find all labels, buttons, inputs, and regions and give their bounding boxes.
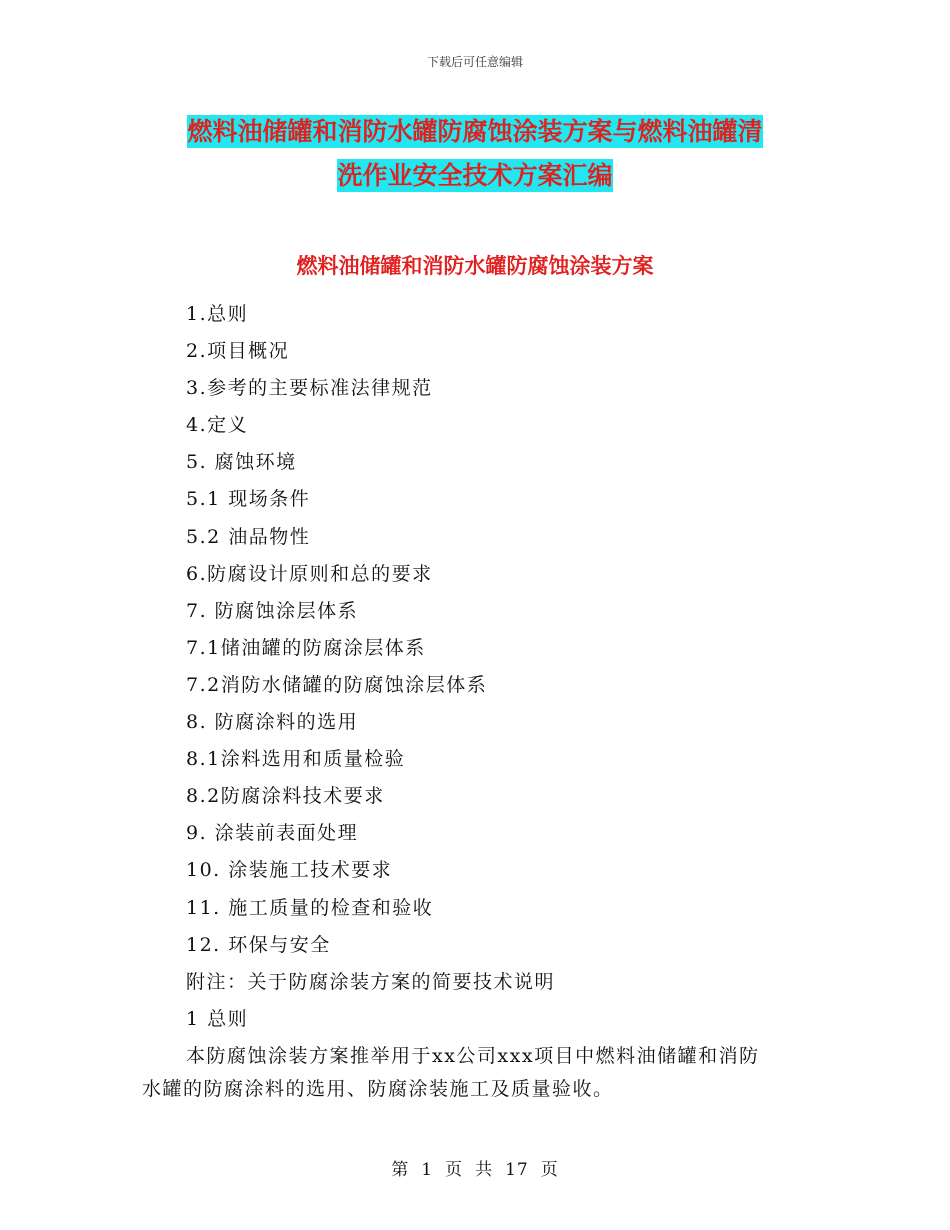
- main-title-line-2-text: 洗作业安全技术方案汇编: [337, 161, 613, 190]
- section-subtitle: 燃料油储罐和消防水罐防腐蚀涂装方案: [296, 254, 654, 278]
- toc-item: 8.1涂料选用和质量检验: [186, 748, 406, 771]
- toc-item: 11. 施工质量的检查和验收: [186, 896, 434, 919]
- toc-item: 5.1 现场条件: [186, 488, 311, 511]
- main-title-line-1-text: 燃料油储罐和消防水罐防腐蚀涂装方案与燃料油罐清: [187, 117, 763, 146]
- toc-item: 附注：关于防腐涂装方案的简要技术说明: [186, 970, 556, 993]
- page-total: 17: [505, 1160, 529, 1180]
- page-number: 1: [421, 1160, 434, 1180]
- footer-suffix: 页: [540, 1160, 559, 1180]
- page-footer: [0, 1155, 950, 1180]
- toc-item: 3.参考的主要标准法律规范: [186, 377, 433, 400]
- toc-item: 12. 环保与安全: [186, 933, 331, 956]
- table-of-contents: [186, 296, 555, 1038]
- toc-item: 8. 防腐涂料的选用: [186, 711, 359, 734]
- toc-item: 1 总则: [186, 1007, 249, 1030]
- toc-item: 5. 腐蚀环境: [186, 451, 297, 474]
- toc-item: 4.定义: [186, 414, 249, 437]
- main-title-line-2: [0, 156, 950, 192]
- footer-total-prefix: 共: [475, 1160, 494, 1180]
- toc-item: 7.1储油罐的防腐涂层体系: [186, 636, 426, 659]
- toc-item: 1.总则: [186, 303, 249, 325]
- toc-item: 7.2消防水储罐的防腐蚀涂层体系: [186, 673, 488, 696]
- toc-item: 5.2 油品物性: [186, 525, 311, 548]
- body-paragraph-line-2: 水罐的防腐涂料的选用、防腐涂装施工及质量验收。: [142, 1078, 614, 1100]
- footer-prefix: 第: [391, 1160, 410, 1180]
- toc-item: 10. 涂装施工技术要求: [186, 859, 393, 882]
- toc-item: 2.项目概况: [186, 340, 290, 363]
- toc-item: 7. 防腐蚀涂层体系: [186, 599, 359, 622]
- toc-item: 9. 涂装前表面处理: [186, 822, 359, 845]
- footer-mid: 页: [445, 1160, 464, 1180]
- body-paragraph: [142, 1040, 812, 1106]
- header-note: 下载后可任意编辑: [426, 55, 523, 69]
- body-paragraph-line-1: 本防腐蚀涂装方案推举用于xx公司xxx项目中燃料油储罐和消防: [186, 1045, 760, 1067]
- toc-item: 6.防腐设计原则和总的要求: [186, 562, 433, 585]
- main-title-line-1: [0, 112, 950, 148]
- toc-item: 8.2防腐涂料技术要求: [186, 785, 385, 808]
